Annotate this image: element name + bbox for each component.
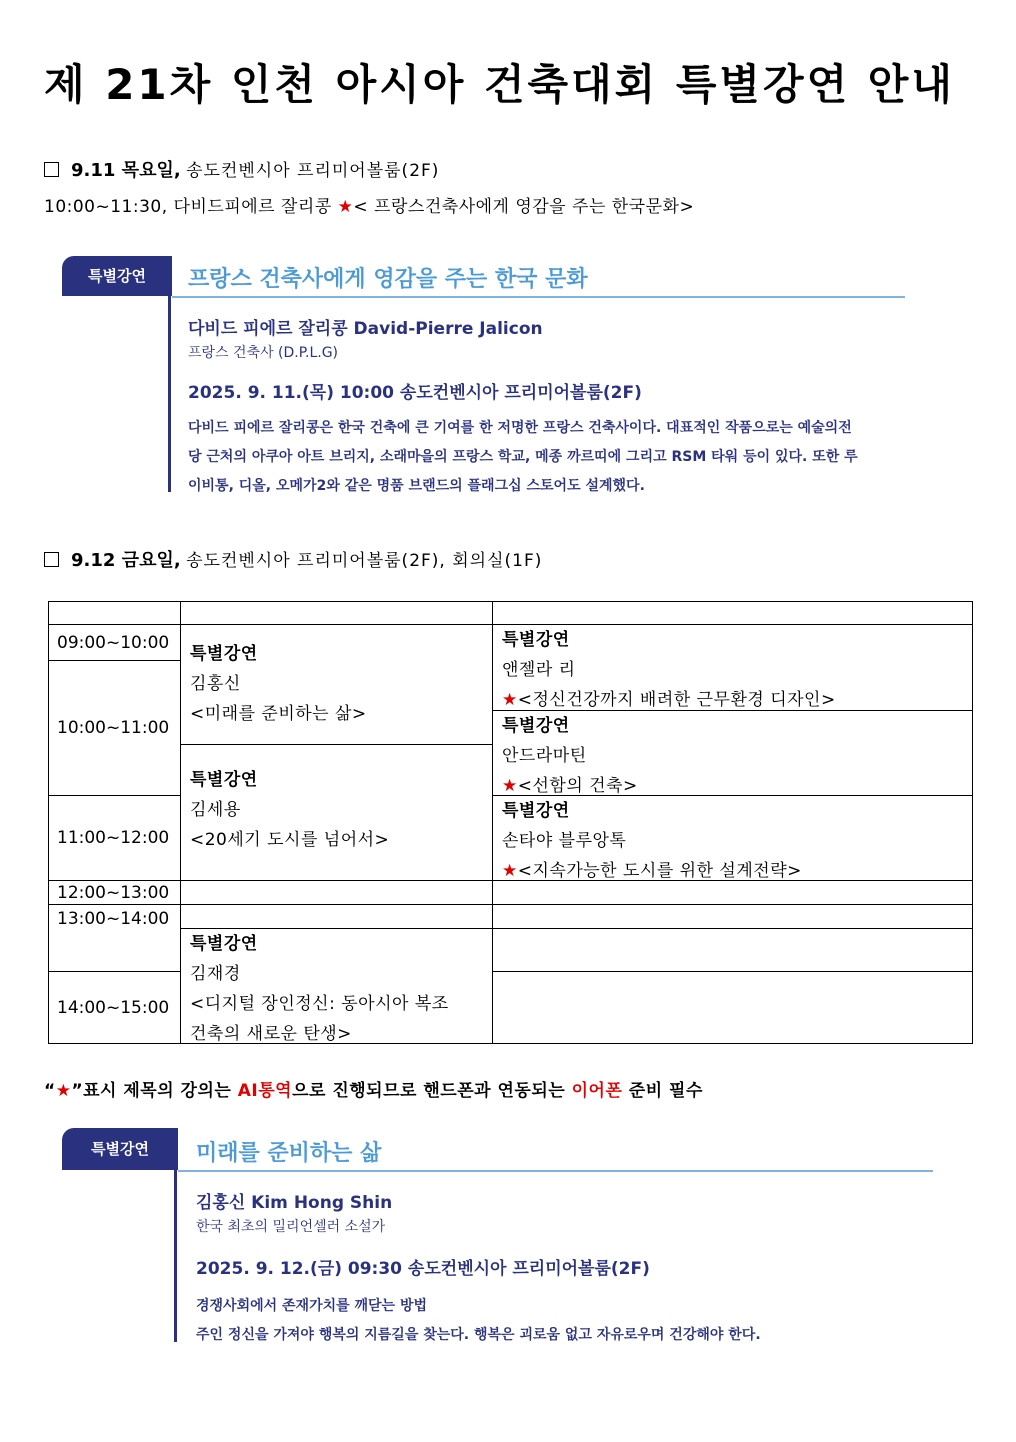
table-cell-empty [492,880,973,905]
lecture-cell [180,928,493,1044]
ai-translation-note [44,1076,703,1101]
lecture-label: 특별강연 [502,801,570,821]
table-cell-empty [492,928,973,972]
note-ai-highlight: AI통역 [237,1081,293,1101]
lecture-speaker: 김재경 [190,964,241,984]
card-speaker: 김홍신 Kim Hong Shin [196,1193,393,1213]
star-icon: ★ [502,861,518,881]
lecture-title: <20세기 도시를 넘어서> [190,830,390,850]
day1-heading [44,156,439,182]
day1-speaker: 다비드피에르 잘리콩 [173,197,332,217]
card-tag: 특별강연 [62,256,172,296]
time-cell: 09:00~10:00 [48,624,181,661]
time-cell: 10:00~11:00 [48,660,181,796]
lecture-title: <미래를 준비하는 삶> [190,704,367,724]
time-cell: 14:00~15:00 [48,971,181,1044]
day2-venue: 송도컨벤시아 프리미어볼룸(2F), 회의실(1F) [186,551,543,571]
checkbox-square-icon [44,162,59,177]
lecture-cell [180,624,493,745]
lecture-title: <디지털 장인정신: 동아시아 복조 [190,994,449,1014]
card-role: 한국 최초의 밀리언셀러 소설가 [196,1219,386,1235]
card-speaker: 다비드 피에르 잘리콩 David-Pierre Jalicon [188,319,543,339]
star-icon: ★ [55,1081,72,1101]
card-left-rule [168,296,171,492]
lecture-cell [492,795,973,881]
lecture-cell [492,624,973,711]
lecture-speaker: 김홍신 [190,674,241,694]
desc-line: 경쟁사회에서 존재가치를 깨닫는 방법 [196,1298,428,1314]
schedule-table [48,601,973,1044]
table-cell-empty [492,971,973,1044]
lecture-cell [180,744,493,881]
desc-line: 이비통, 디올, 오메가2와 같은 명품 브랜드의 플래그십 스토어도 설계했다. [188,478,645,494]
desc-line: 당 근처의 아쿠아 아트 브리지, 소래마을의 프랑스 학교, 메종 까르띠에 그리고 RSM 타워 등이 있다. 또한 루 [188,449,858,465]
lecture-title: <지속가능한 도시를 위한 설계전략> [517,861,802,881]
lecture-label: 특별강연 [190,644,258,664]
lecture-cell [492,710,973,796]
note-text: ”표시 제목의 강의는 [71,1081,238,1101]
lecture-label: 특별강연 [502,630,570,650]
lecture-title-cont: 건축의 새로운 탄생> [190,1024,352,1044]
star-icon: ★ [337,197,354,217]
table-cell-empty [180,880,493,905]
lecture-label: 특별강연 [190,934,258,954]
day1-lecture: < 프랑스건축사에게 영감을 주는 한국문화> [353,197,695,217]
card-title: 미래를 준비하는 삶 [196,1141,382,1166]
card-role: 프랑스 건축사 (D.P.L.G) [188,345,339,361]
note-earphone-highlight: 이어폰 [571,1081,623,1101]
lecture-title: <선함의 건축> [517,776,638,796]
lecture-speaker: 손타야 블루앙톡 [502,831,627,851]
note-text: 준비 필수 [622,1081,703,1101]
card-title: 프랑스 건축사에게 영감을 주는 한국 문화 [188,267,588,292]
time-cell: 12:00~13:00 [48,880,181,905]
day2-heading [44,546,542,572]
card-datetime: 2025. 9. 12.(금) 09:30 송도컨벤시아 프리미어볼룸(2F) [196,1259,650,1279]
lecture-speaker: 김세용 [190,800,241,820]
lecture-label: 특별강연 [190,770,258,790]
checkbox-square-icon [44,552,59,567]
day1-date: 9.11 목요일, [71,160,181,181]
star-icon: ★ [502,690,518,710]
table-cell-empty [180,601,493,625]
day1-time: 10:00~11:30, [44,197,168,217]
time-cell: 13:00~14:00 [48,904,181,972]
lecture-card-2 [62,1128,937,1348]
page-title: 제 21차 인천 아시아 건축대회 특별강연 안내 [44,60,955,109]
star-icon: ★ [502,776,518,796]
day2-date: 9.12 금요일, [71,550,181,571]
table-cell-empty [492,904,973,929]
table-cell-empty [180,904,493,929]
card-description [196,1292,761,1350]
note-quote: “ [44,1081,56,1101]
lecture-speaker: 앤젤라 리 [502,660,576,680]
note-text: 으로 진행되므로 핸드폰과 연동되는 [292,1081,572,1101]
lecture-title: <정신건강까지 배려한 근무환경 디자인> [517,690,836,710]
card-description [188,414,858,501]
desc-line: 다비드 피에르 잘리콩은 한국 건축에 큰 기여를 한 저명한 프랑스 건축사이다. 대표적인 작품으로는 예술의전 [188,420,852,436]
lecture-card-1 [62,256,907,496]
card-divider [178,1170,933,1172]
day1-session-line [44,192,694,217]
time-cell: 11:00~12:00 [48,795,181,881]
lecture-speaker: 안드라마틴 [502,746,587,766]
card-divider [172,296,905,298]
table-cell-empty [48,601,181,625]
day1-venue: 송도컨벤시아 프리미어볼룸(2F) [186,161,440,181]
lecture-label: 특별강연 [502,716,570,736]
table-cell-empty [492,601,973,625]
card-left-rule [174,1170,177,1342]
card-datetime: 2025. 9. 11.(목) 10:00 송도컨벤시아 프리미어볼룸(2F) [188,383,642,403]
desc-line: 주인 정신을 가져야 행복의 지름길을 찾는다. 행복은 괴로움 없고 자유로우며 건강해야 한다. [196,1327,761,1343]
card-tag: 특별강연 [62,1128,178,1170]
